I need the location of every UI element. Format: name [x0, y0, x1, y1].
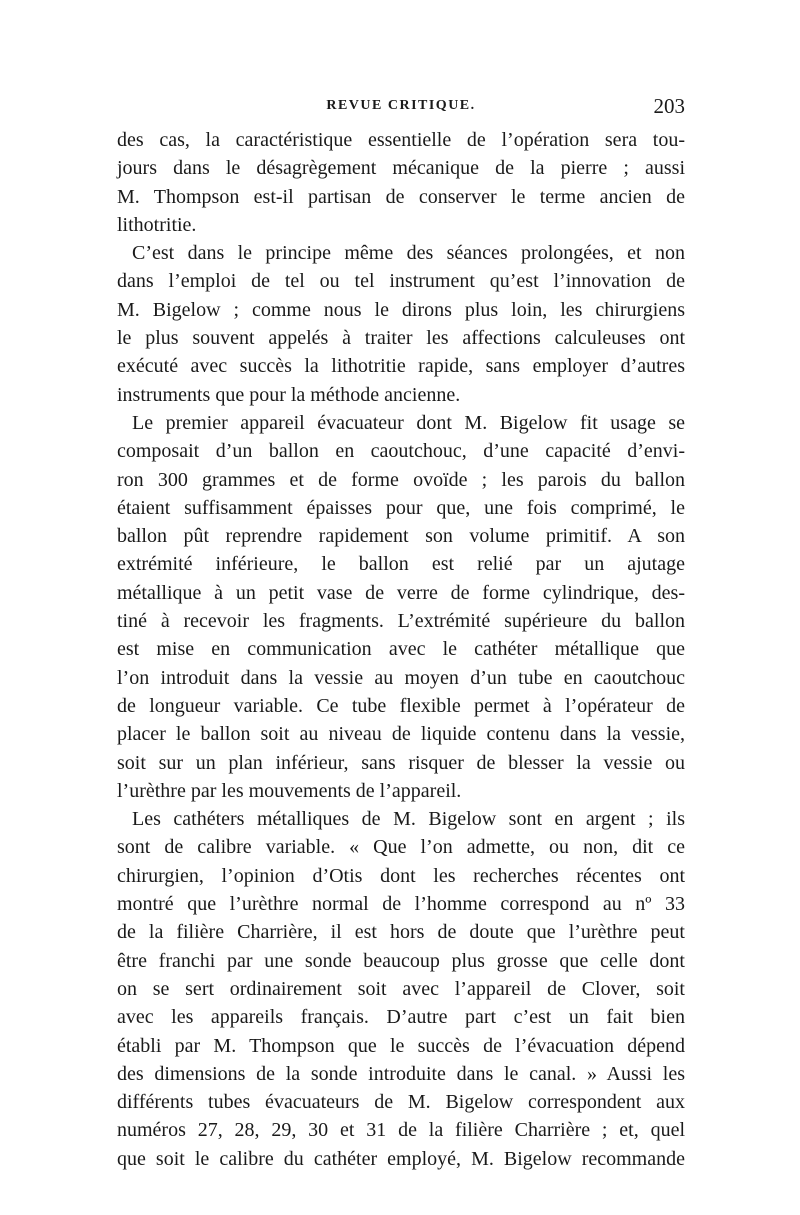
paragraph — [117, 126, 685, 239]
running-header — [117, 96, 685, 126]
text-line: être franchi par une sonde beaucoup plus grosse que celle dont — [117, 949, 685, 972]
text-line: différents tubes évacuateurs de M. Bigelow correspondent aux — [117, 1091, 685, 1114]
text-line: des dimensions de la sonde introduite dans le canal. » Aussi les — [117, 1062, 685, 1085]
text-line: l’on introduit dans la vessie au moyen d’un tube en caoutchouc — [117, 666, 685, 689]
text-line: soit sur un plan inférieur, sans risquer de blesser la vessie ou — [117, 751, 685, 774]
text-line: Le premier appareil évacuateur dont M. Bigelow fit usage se — [132, 411, 685, 434]
text-line: dans l’emploi de tel ou tel instrument qu’est l’innovation de — [117, 270, 685, 293]
text-line: sont de calibre variable. « Que l’on admette, ou non, dit ce — [117, 836, 685, 859]
text-line: l’urèthre par les mouvements de l’appareil. — [117, 779, 462, 802]
paragraph — [117, 409, 685, 805]
text-line: étaient suffisamment épaisses pour que, une fois comprimé, le — [117, 496, 685, 519]
text-line: que soit le calibre du cathéter employé, M. Bigelow recommande — [117, 1147, 685, 1170]
text-line: exécuté avec succès la lithotritie rapide, sans employer d’autres — [117, 355, 685, 378]
page-number: 203 — [653, 94, 685, 118]
text-line: avec les appareils français. D’autre part c’est un fait bien — [117, 1006, 685, 1029]
text-line: extrémité inférieure, le ballon est relié par un ajutage — [117, 553, 685, 576]
body-text — [117, 126, 685, 1173]
text-line: chirurgien, l’opinion d’Otis dont les recherches récentes ont — [117, 864, 685, 887]
text-line: métallique à un petit vase de verre de forme cylindrique, des- — [117, 581, 685, 604]
text-line: de la filière Charrière, il est hors de doute que l’urèthre peut — [117, 921, 685, 944]
text-line: C’est dans le principe même des séances prolongées, et non — [132, 242, 685, 265]
text-line: composait d’un ballon en caoutchouc, d’une capacité d’envi- — [117, 440, 685, 463]
text-line: on se sert ordinairement soit avec l’appareil de Clover, soit — [117, 977, 685, 1000]
text-line: Les cathéters métalliques de M. Bigelow sont en argent ; ils — [132, 808, 685, 831]
paragraph — [117, 239, 685, 409]
text-line: M. Thompson est-il partisan de conserver le terme ancien de — [117, 185, 685, 208]
running-title: REVUE CRITIQUE. — [326, 98, 476, 113]
text-line: montré que l’urèthre normal de l’homme correspond au nº 33 — [117, 893, 685, 916]
text-line: lithotritie. — [117, 213, 197, 236]
text-line: ron 300 grammes et de forme ovoïde ; les parois du ballon — [117, 468, 685, 491]
text-line: des cas, la caractéristique essentielle de l’opération sera tou- — [117, 129, 685, 151]
text-line: numéros 27, 28, 29, 30 et 31 de la filière Charrière ; et, quel — [117, 1119, 685, 1142]
text-line: tiné à recevoir les fragments. L’extrémité supérieure du ballon — [117, 610, 685, 633]
text-line: établi par M. Thompson que le succès de l’évacuation dépend — [117, 1034, 685, 1057]
book-page — [117, 96, 685, 1173]
text-line: instruments que pour la méthode ancienne. — [117, 383, 461, 406]
text-line: jours dans le désagrègement mécanique de la pierre ; aussi — [117, 157, 685, 180]
text-line: le plus souvent appelés à traiter les affections calculeuses ont — [117, 327, 685, 350]
text-line: ballon pût reprendre rapidement son volume primitif. A son — [117, 525, 685, 548]
paragraph — [117, 805, 685, 1173]
text-line: placer le ballon soit au niveau de liquide contenu dans la vessie, — [117, 723, 685, 746]
text-line: est mise en communication avec le cathéter métallique que — [117, 638, 685, 661]
text-line: M. Bigelow ; comme nous le dirons plus loin, les chirurgiens — [117, 298, 685, 321]
text-line: de longueur variable. Ce tube flexible permet à l’opérateur de — [117, 694, 685, 717]
